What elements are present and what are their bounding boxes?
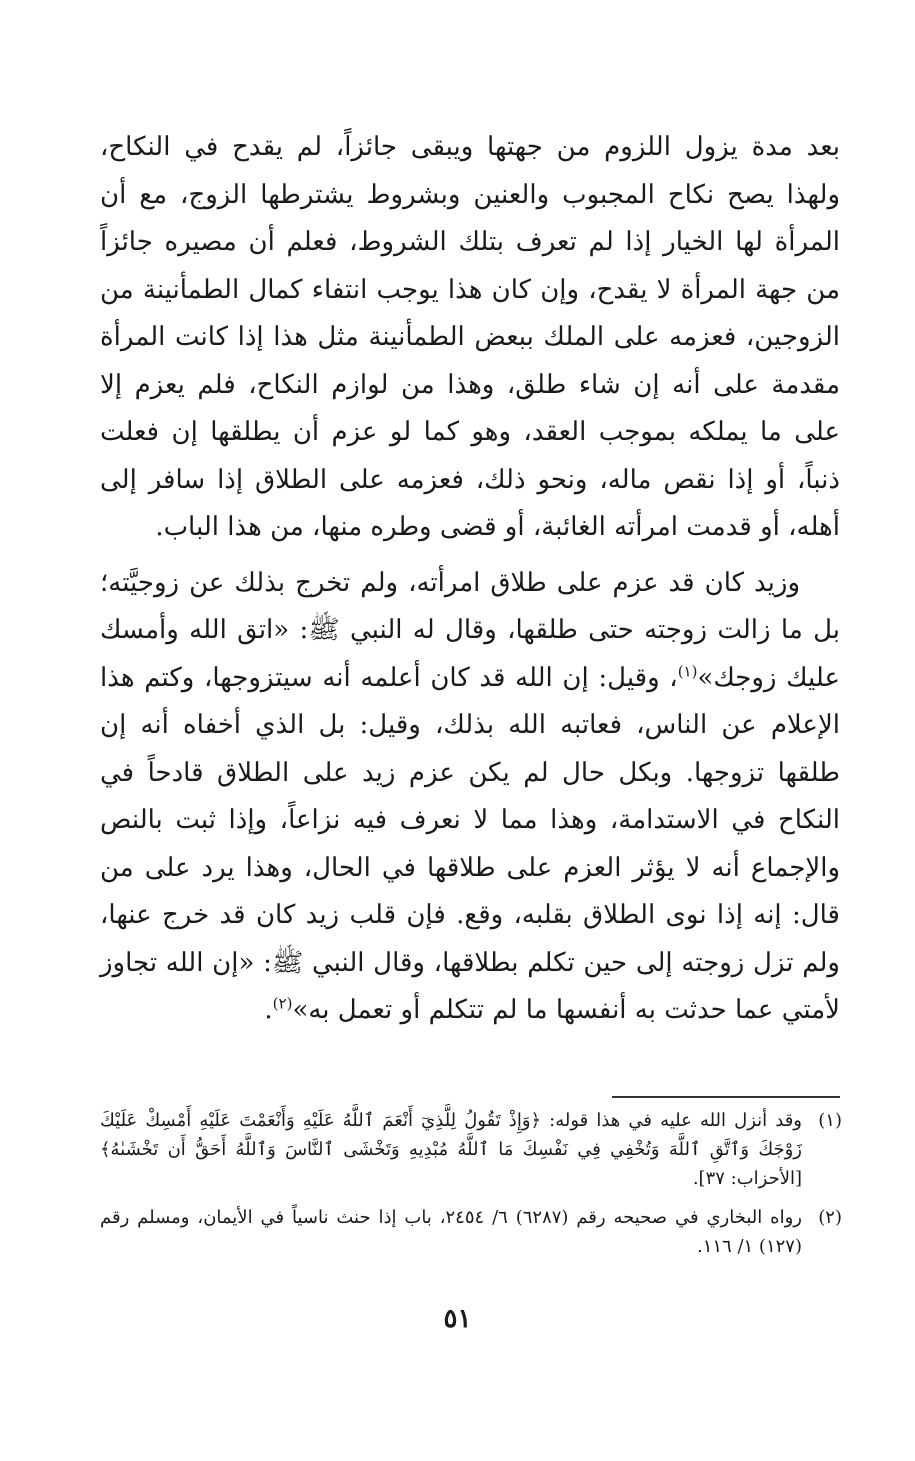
paragraph-2-text-a: وزيد كان قد عزم على طلاق امرأته، ولم تخرج بذلك عن زوجيَّته؛ بل ما زالت زوجته حتى طلقها، وقال له النبي ﷺ: «اتق الله وأمسك عليك زوجك» <box>100 567 840 693</box>
footnote-1-number: (١) <box>818 1110 842 1131</box>
footnote-divider <box>612 1096 840 1098</box>
paragraph-1-text: بعد مدة يزول اللزوم من جهتها ويبقى جائزاً، لم يقدح في النكاح، ولهذا يصح نكاح المجبوب والعنين وبشروط يشترطها الزوج، مع أن المرأة لها الخيار إذا لم تعرف بتلك الشروط، فعلم أن مصيره جائزاً من جهة المرأة لا يقدح، وإن كان هذا يوجب انتفاء كمال الطمأنينة من الزوجين، فعزمه على الملك ببعض الطمأنينة مثل هذا إذا كانت المرأة مقدمة على أنه إن شاء طلق، وهذا من لوازم النكاح، فلم يعزم إلا على ما يملكه بموجب العقد، وهو كما لو عزم أن يطلقها إن فعلت ذنباً، أو إذا نقص ماله، ونحو ذلك، فعزمه على الطلاق إذا سافر إلى أهله، أو قدمت امرأته الغائبة، أو قضى وطره منها، من هذا الباب. <box>100 132 840 542</box>
footnote-2 <box>100 1203 842 1261</box>
footnote-marker-2[interactable]: (٢) <box>272 994 293 1013</box>
footnote-1 <box>100 1106 842 1193</box>
page-number: ٥١ <box>443 1304 472 1334</box>
footnotes <box>100 1106 842 1271</box>
paragraph-1 <box>100 124 840 552</box>
paragraph-2-tail: . <box>264 995 273 1025</box>
paragraph-2 <box>100 560 840 1035</box>
footnote-2-text: رواه البخاري في صحيحه رقم (٦٢٨٧) ٦/ ٢٤٥٤، باب إذا حنث ناسياً في الأيمان، ومسلم رقم (١٢٧) ١/ ١١٦. <box>100 1207 802 1257</box>
main-text <box>100 124 840 1035</box>
footnote-1-text: وقد أنزل الله عليه في هذا قوله: ﴿وَإِذْ تَقُولُ لِلَّذِيٓ أَنْعَمَ ٱللَّهُ عَلَيْهِ وَأَنْعَمْتَ عَلَيْهِ أَمْسِكْ عَلَيْكَ زَوْجَكَ وَٱتَّقِ ٱللَّهَ وَتُخْفِي فِي نَفْسِكَ مَا ٱللَّهُ مُبْدِيهِ وَتَخْشَى ٱلنَّاسَ وَٱللَّهُ أَحَقُّ أَن تَخْشَىٰهُ﴾ [الأحزاب: ٣٧]. <box>100 1110 802 1189</box>
footnote-marker-1[interactable]: (١) <box>677 661 698 680</box>
paragraph-2-text-b: ، وقيل: إن الله قد كان أعلمه أنه سيتزوجها، وكتم هذا الإعلام عن الناس، فعاتبه الله بذلك، وقيل: بل الذي أخفاه أنه إن طلقها تزوجها. وبكل حال لم يكن عزم زيد على الطلاق قادحاً في النكاح في الاستدامة، وهذا مما لا نعرف فيه نزاعاً، وإذا ثبت بالنص والإجماع أنه لا يؤثر العزم على طلاقها في الحال، وهذا يرد على من قال: إنه إذا نوى الطلاق بقلبه، وقع. فإن قلب زيد كان قد خرج عنها، ولم تزل زوجته إلى حين تكلم بطلاقها، وقال النبي ﷺ: «إن الله تجاوز لأمتي عما حدثت به أنفسها ما لم تتكلم أو تعمل به» <box>100 662 840 1025</box>
footnote-2-number: (٢) <box>818 1207 842 1228</box>
